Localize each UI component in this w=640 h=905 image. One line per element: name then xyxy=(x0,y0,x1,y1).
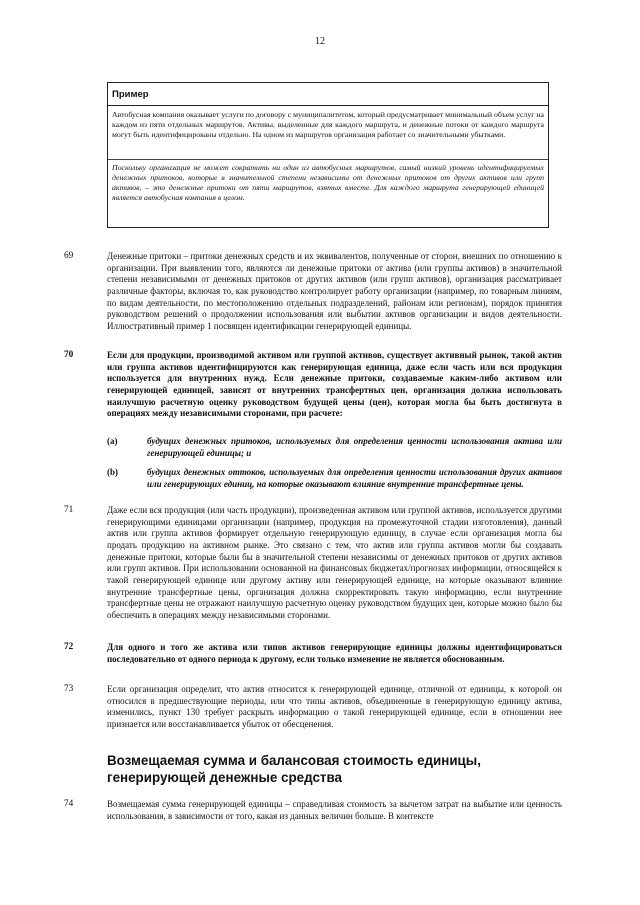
paragraph-number: 70 xyxy=(64,350,74,360)
example-divider xyxy=(108,159,548,160)
paragraph-text: Если для продукции, производимой активом или группой активов, существует активный рынок, такой актив или группа активов идентифицируются как генерирующая единица, даже если часть или вся продукция используется для внутренних нужд. Если денежные притоки, создаваемые каким-либо активом или генерирующей единицей, зависят от внутренних трансфертных цен, организация должна использовать наилучшую расчетную оценку руководством будущей цены (цен), которая могла бы быть достигнута в операциях между независимыми сторонами, при расчете: xyxy=(107,350,562,419)
list-item-label: (a) xyxy=(107,436,118,446)
paragraph-number: 74 xyxy=(64,799,74,809)
example-title: Пример xyxy=(108,83,548,106)
paragraph-number: 73 xyxy=(64,684,74,694)
paragraph-number: 69 xyxy=(64,251,74,261)
paragraph-text: Для одного и того же актива или типов активов генерирующие единицы должны идентифицироваться последовательно от одного периода к другому, если только изменение не является обоснованным. xyxy=(107,642,562,664)
paragraph-number: 72 xyxy=(64,642,74,652)
paragraph-text: Если организация определит, что актив относится к генерирующей единице, отличной от единицы, к которой он относился в предшествующие периоды, или что типы активов, объединенные в генерирующую единицу актива, изменились, пункт 130 требует раскрыть информацию о такой генерирующей единице, если в отношении нее признается или восстанавливается убыток от обесценения. xyxy=(107,684,562,729)
list-item-text: будущих денежных притоков, используемых для определения ценности использования актива или генерирующей единицы; и xyxy=(147,436,562,458)
page-number: 12 xyxy=(315,36,325,47)
paragraph-text: Денежные притоки – притоки денежных средств и их эквивалентов, полученные от сторон, внешних по отношению к организации. При выявлении того, являются ли денежные притоки от актива (или группы активов) в значительной степени независимыми от денежных притоков от других активов (или групп активов), организация рассматривает различные факторы, включая то, как руководство контролирует работу организации (например, по товарным линиям, по видам деятельности, по местоположению отдельных подразделений, районам или регионам), порядок принятия руководством решений о продолжении использования или выбытии активов организации и видов деятельности. Иллюстративный пример 1 посвящен идентификации генерирующей единицы. xyxy=(107,251,562,331)
example-box xyxy=(107,82,549,228)
paragraph-number: 71 xyxy=(64,505,74,515)
paragraph-text: Даже если вся продукция (или часть продукции), произведенная активом или группой активов, используется другими генерирующими единицами организации (например, продукция на промежуточной стадии изготовления), данный актив или группа активов формирует отдельную генерирующую единицу, в случае если организация могла бы продать продукцию на активном рынке. Это связано с тем, что актив или группа активов могли бы создавать денежные притоки, которые были бы в значительной степени независимы от денежных притоков от других активов или групп активов. При использовании основанной на финансовых бюджетах/прогнозах информации, относящейся к такой генерирующей единице или другому активу или генерирующей единице, на которые оказывают влияние внутренние трансфертные цены, организация должна скорректировать такую информацию, если внутренние трансфертные цены не отражают наилучшую расчетную оценку руководством будущих цен, которые можно было бы обеспечить в операциях между независимыми сторонами. xyxy=(107,505,562,620)
list-item-label: (b) xyxy=(107,467,118,477)
section-heading: Возмещаемая сумма и балансовая стоимость единицы, генерирующей денежные средства xyxy=(107,753,481,785)
paragraph-text: Возмещаемая сумма генерирующей единицы – справедливая стоимость за вычетом затрат на выбытие или ценность использования, в зависимости от того, какая из данных величин больше. В контексте xyxy=(107,799,562,821)
example-paragraph-1: Автобусная компания оказывает услуги по договору с муниципалитетом, который предусматривает минимальный объем услуг на каждом из пяти отдельных маршрутов. Активы, выделенные для каждого маршрута, и денежные потоки от каждого маршрута могут быть идентифицированы отдельно. На одном из маршрутов организация работает со значительными убытками. xyxy=(112,110,544,140)
list-item-text: будущих денежных оттоков, используемых для определения ценности использования других активов или генерирующих единиц, на которые оказывают влияние внутренние трансфертные цены. xyxy=(147,467,562,489)
example-paragraph-2: Поскольку организация не может сократить ни один из автобусных маршрутов, самый низкий уровень идентифицируемых денежных притоков, которые в значительной степени независимы от денежных притоков от других активов или групп активов, – это денежные притоки от пяти маршрутов, взятых вместе. Для каждого маршрута генерирующей единицей является автобусная компания в целом. xyxy=(112,163,544,203)
